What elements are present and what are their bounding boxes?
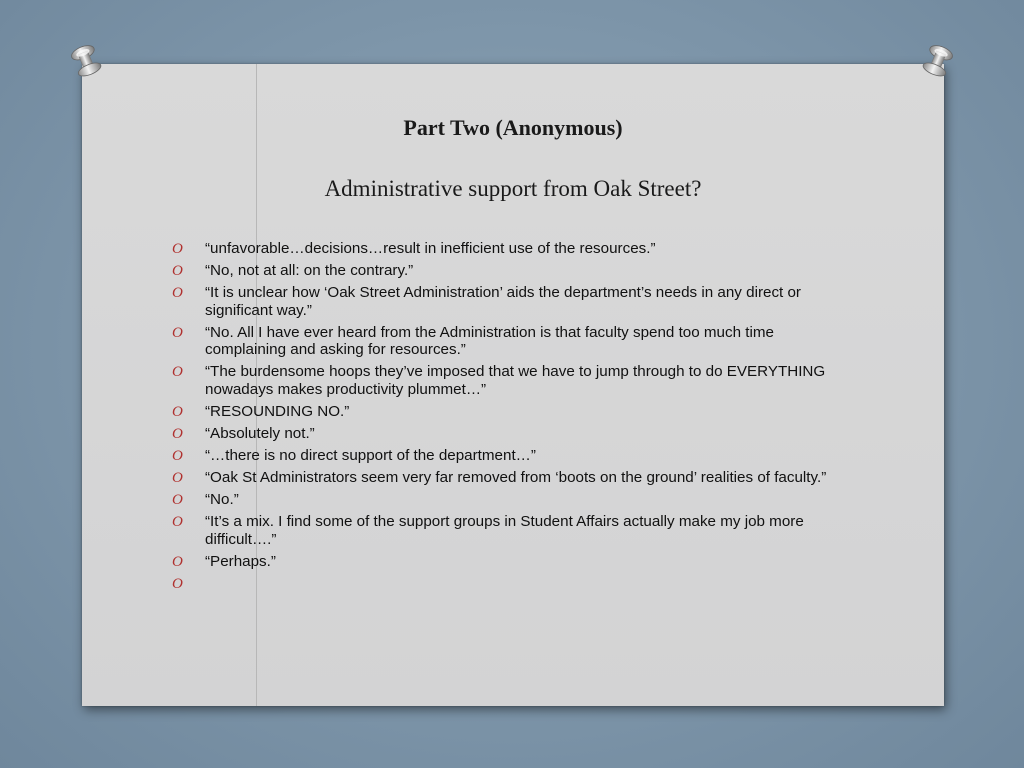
bullet-text: “It is unclear how ‘Oak Street Administration’ aids the department’s needs in any direct or significant way.” [205,284,801,319]
bullet-item [172,324,852,359]
bullet-marker: O [172,403,183,420]
bullet-text: “Oak St Administrators seem very far removed from ‘boots on the ground’ realities of faculty.” [205,469,827,487]
bullet-item [172,491,852,509]
bullet-text: “…there is no direct support of the department…” [205,447,536,465]
bullet-text: “No, not at all: on the contrary.” [205,262,414,280]
bullet-marker: O [172,514,183,531]
bullet-item [172,284,852,319]
bullet-item [172,240,852,258]
bullet-item [172,447,852,465]
bullet-text: “It’s a mix. I find some of the support groups in Student Affairs actually make my job more difficult….” [205,513,804,548]
bullet-marker: O [172,285,183,302]
bullet-marker: O [172,554,183,571]
bullet-text: “RESOUNDING NO.” [205,402,350,420]
bullet-marker: O [172,324,183,341]
bullet-item [172,403,852,421]
bullet-item [172,363,852,398]
bullet-text: “No.” [205,491,239,509]
bullet-marker: O [172,364,183,381]
bullet-item [172,425,852,443]
bullet-item [172,553,852,571]
bullet-marker: O [172,241,183,257]
bullet-marker: O [172,492,183,509]
bullet-item [172,469,852,487]
bullet-text: “Absolutely not.” [205,425,315,443]
bullet-marker: O [172,448,183,465]
slide-title: Part Two (Anonymous) [403,115,623,140]
bullet-text: “No. All I have ever heard from the Administration is that faculty spend too much time complaining and asking for resources.” [205,323,774,359]
bullet-marker: O [172,470,183,487]
bullet-item [172,513,852,548]
slide-subtitle: Administrative support from Oak Street? [324,176,702,201]
bullet-marker: O [172,263,183,280]
bullet-list [172,240,852,593]
bullet-marker: O [172,576,183,593]
bullet-text: “The burdensome hoops they’ve imposed that we have to jump through to do EVERYTHING nowadays makes productivity plummet…” [205,363,826,398]
bullet-text: “Perhaps.” [205,553,276,571]
bullet-item [172,262,852,280]
bullet-marker: O [172,426,183,443]
bullet-text: “unfavorable…decisions…result in inefficient use of the resources.” [205,240,656,257]
